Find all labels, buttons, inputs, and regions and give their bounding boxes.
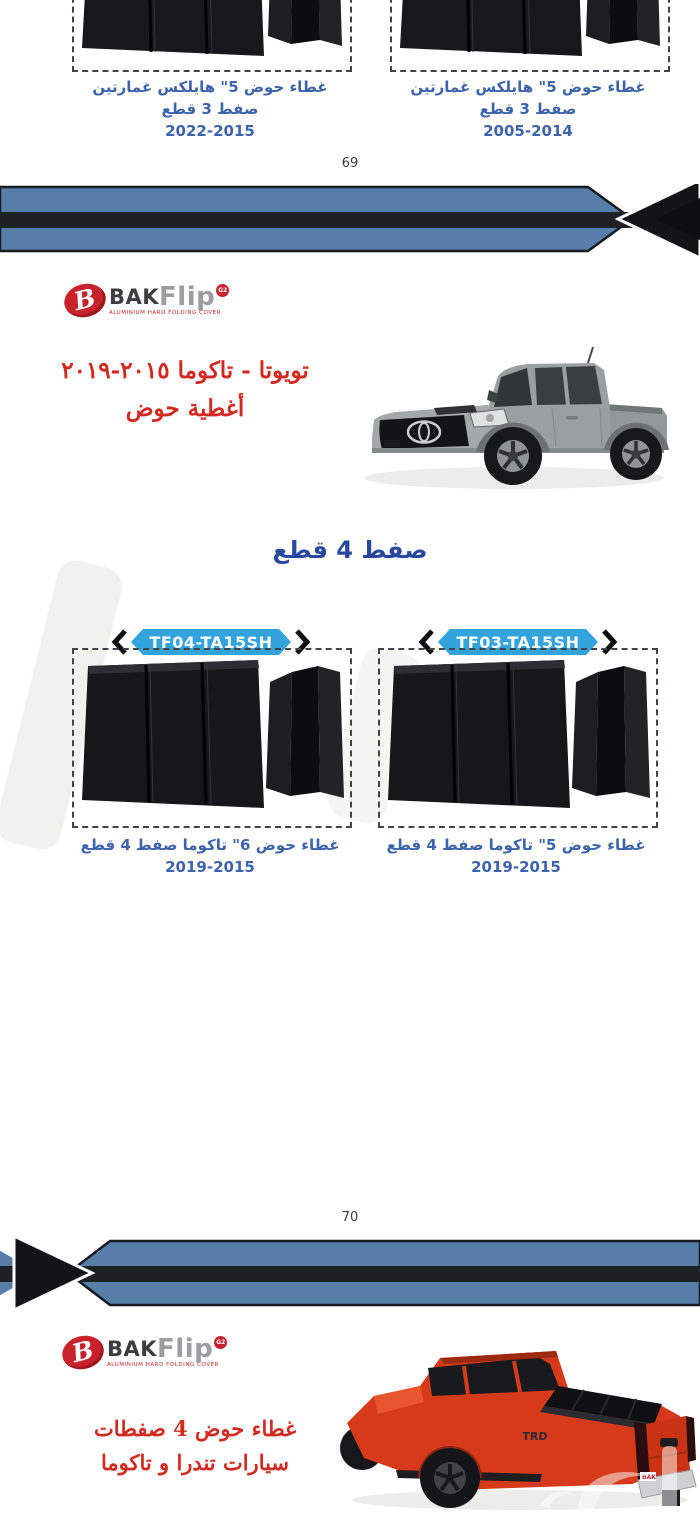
product-box-right	[378, 648, 658, 828]
gray-tacoma-truck-image	[352, 320, 682, 500]
part-number-text: TF04-TA15SH	[149, 633, 273, 652]
brand-mark-icon: B	[59, 1331, 108, 1373]
cover-panels-illustration	[394, 0, 662, 66]
brand-logo	[64, 284, 229, 317]
brand-g2-badge: G2	[216, 284, 229, 297]
section-title-line1: تويوتا - تاكوما ٢٠١٥-٢٠١٩	[61, 357, 309, 384]
cover-panels-illustration	[74, 652, 348, 822]
product-box-top-left	[72, 0, 352, 72]
cover-panels-illustration	[76, 0, 344, 66]
ribbon-stripe	[0, 1266, 700, 1282]
tailgate-brand-label: BAK	[642, 1474, 656, 1481]
product-caption: غطاء حوض 5" تاكوما صفط 4 قطع 2015-2019	[386, 836, 646, 876]
page-number: 69	[341, 156, 359, 171]
page-number: 70	[341, 1210, 359, 1225]
product-box-left	[72, 648, 352, 828]
trd-decal: TRD	[521, 1430, 548, 1443]
caption-years: 2005-2014	[483, 122, 573, 140]
brand-mark-icon: B	[61, 279, 110, 321]
part-number-text: TF03-TA15SH	[456, 633, 580, 652]
section-title-tundra	[45, 1412, 345, 1480]
caption-text: غطاء حوض 5" هايلكس غمارتين صفط 3 قطع	[92, 78, 328, 118]
orange-tacoma-truck-image	[332, 1328, 700, 1514]
ribbon-stripe	[0, 212, 700, 228]
fold-count-heading: صفط 4 قطع	[272, 536, 428, 564]
product-box-top-right	[390, 0, 670, 72]
section-title-tacoma	[20, 352, 350, 428]
product-caption	[390, 76, 666, 142]
product-caption	[72, 76, 348, 142]
brand-g2-badge: G2	[214, 1336, 227, 1349]
product-caption: غطاء حوض 6" تاكوما صفط 4 قطع 2015-2019	[80, 836, 340, 876]
brand-tagline: ALUMINIUM HARD FOLDING COVER	[107, 1362, 219, 1368]
divider-banner	[0, 1238, 700, 1312]
caption-text: غطاء حوض 5" هايلكس غمارتين صفط 3 قطع	[410, 78, 646, 118]
brand-logo	[62, 1336, 227, 1369]
section-title-line1: غطاء حوض 4 صفطات	[93, 1416, 297, 1441]
section-title-line2: سيارات تندرا و تاكوما	[100, 1450, 290, 1475]
brand-name-flip: Flip	[159, 282, 216, 312]
right-arrow-icon	[14, 1238, 92, 1310]
section-title-line2: أغطية حوض	[125, 395, 245, 422]
brand-tagline: ALUMINIUM HARD FOLDING COVER	[109, 310, 221, 316]
brand-name-flip: Flip	[157, 1334, 214, 1364]
cover-panels-illustration	[380, 652, 654, 822]
brand-name-bak: BAK	[109, 285, 160, 309]
divider-banner	[0, 184, 700, 258]
brand-name-bak: BAK	[107, 1337, 158, 1361]
caption-years: 2022-2015	[165, 122, 255, 140]
